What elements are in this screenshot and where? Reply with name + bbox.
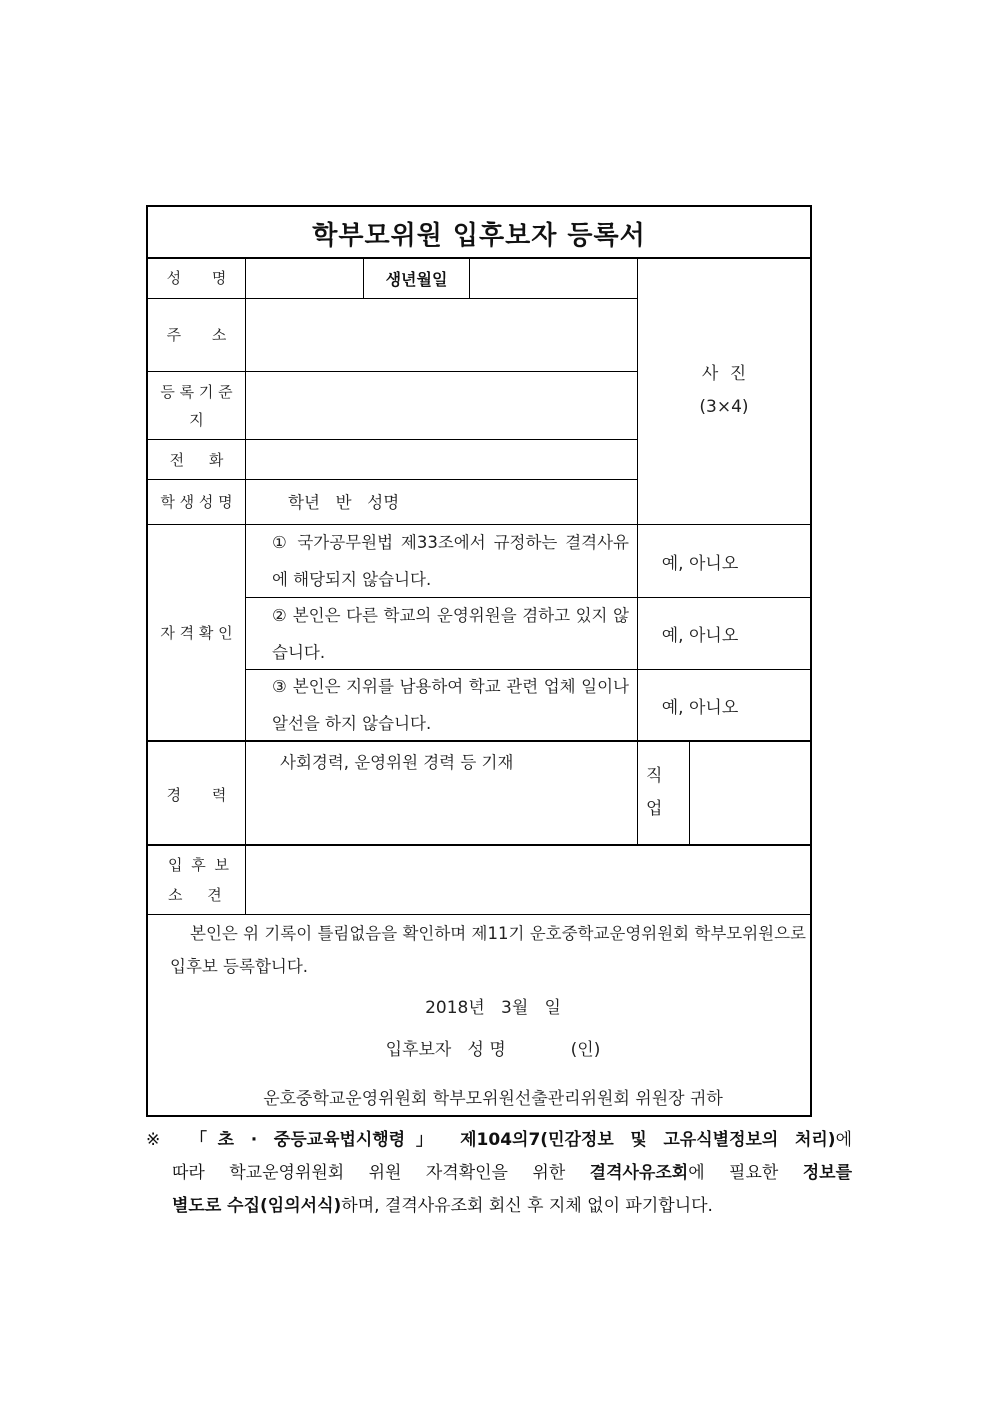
label-registration-base: [148, 372, 245, 439]
label-job-line1: 직: [646, 766, 663, 786]
label-opinion-line2: 소 견: [168, 886, 222, 904]
label-student-name: 학 생 성 명: [160, 493, 233, 511]
photo-size: (3×4): [699, 397, 749, 417]
qualification-answer-3[interactable]: 예, 아니오: [661, 697, 739, 718]
label-phone: 전 화: [169, 450, 224, 469]
job-field[interactable]: [690, 742, 810, 844]
label-qualification: 자 격 확 인: [160, 623, 233, 642]
footnote-line-1: [190, 1124, 852, 1157]
label-name: 성 명: [166, 269, 227, 287]
footnote-decree: 「초 · 중등교육법시행령」: [190, 1130, 444, 1150]
qualification-item-2: ② 본인은 다른 학교의 운영위원을 겸하고 있지 않습니다.: [272, 605, 629, 662]
label-job-line2: 업: [646, 799, 663, 819]
footnote-text: 에: [835, 1130, 852, 1150]
footnote-emphasis: 정보를: [802, 1163, 852, 1183]
footnote-mark: ※: [146, 1130, 161, 1150]
addressee: 운호중학교운영위원회 학부모위원선출관리위원회 위원장 귀하: [263, 1088, 723, 1109]
address-field[interactable]: [246, 299, 637, 371]
phone-field[interactable]: [246, 440, 637, 479]
opinion-field[interactable]: [246, 846, 810, 914]
registration-form: [146, 205, 812, 1117]
qualification-item-3: ③ 본인은 지위를 남용하여 학교 관련 업체 일이나 알선을 하지 않습니다.: [272, 677, 629, 733]
qualification-item-1: ① 국가공무원법 제33조에서 규정하는 결격사유에 해당되지 않습니다.: [272, 533, 629, 589]
label-registration-line2: 지: [189, 410, 204, 429]
label-opinion: [148, 846, 245, 914]
label-opinion-line1: 입 후 보: [168, 856, 230, 874]
qualification-answer-1[interactable]: 예, 아니오: [661, 553, 739, 574]
footnote-text: 따라 학교운영위원회 위원 자격확인을 위한: [172, 1163, 590, 1183]
footnote-line-3: [172, 1190, 852, 1223]
footnote-text: 하며, 결격사유조회 회신 후 지체 없이 파기합니다.: [341, 1196, 713, 1216]
student-name-field[interactable]: 학년 반 성명: [288, 492, 400, 512]
declaration-text: 본인은 위 기록이 틀림없음을 확인하며 제11기 운호중학교운영위원회 학부모위원으로 입후보 등록합니다.: [170, 924, 806, 976]
label-registration-line1: 등 록 기 준: [160, 382, 233, 401]
label-birthdate: 생년월일: [385, 269, 448, 289]
photo-label: 사 진: [701, 364, 747, 384]
label-career: 경 력: [166, 786, 227, 804]
label-address: 주 소: [166, 326, 227, 344]
candidate-signature: 입후보자 성 명 (인): [385, 1039, 601, 1060]
registration-base-field[interactable]: [246, 372, 637, 439]
photo-box[interactable]: [638, 258, 810, 524]
qualification-answer-2[interactable]: 예, 아니오: [661, 626, 739, 646]
footnote-emphasis: 결격사유조회: [589, 1163, 689, 1183]
sign-date: 2018년 3월 일: [425, 997, 561, 1018]
name-field[interactable]: [246, 258, 363, 298]
footnote-article: 제104의7(민감정보 및 고유식별정보의 처리): [443, 1130, 836, 1150]
form-title: 학부모위원 입후보자 등록서: [312, 220, 646, 251]
footnote-text: 에 필요한: [688, 1163, 803, 1183]
career-field[interactable]: 사회경력, 운영위원 경력 등 기재: [280, 753, 514, 772]
birthdate-field[interactable]: [470, 258, 637, 298]
footnote-line-2: [172, 1157, 852, 1190]
row-divider: [148, 914, 810, 915]
footnote-emphasis: 별도로 수집(임의서식): [172, 1196, 342, 1216]
label-job: [638, 742, 689, 844]
